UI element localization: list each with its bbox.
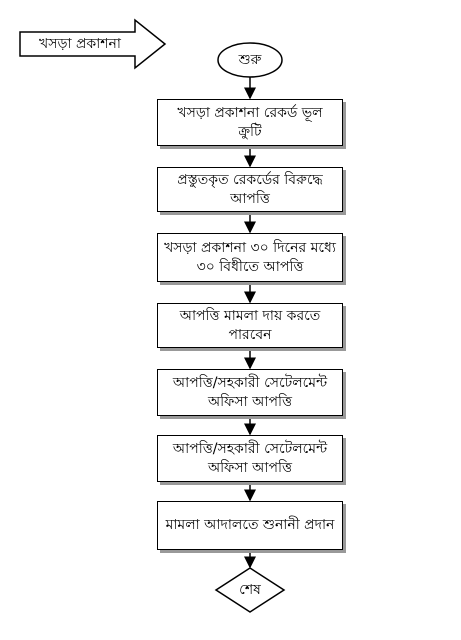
- start-label: শুরু: [238, 52, 262, 68]
- tag-label: খসড়া প্রকাশনা: [39, 36, 121, 52]
- step-box-4: [157, 303, 343, 348]
- step-label-1: খসড়া প্রকাশনা রেকর্ড ভূল ক্রুটি: [177, 104, 323, 140]
- step-label-3: খসড়া প্রকাশনা ৩০ দিনের মধ্যে ৩০ বিধীতে আপত্তি: [164, 239, 336, 275]
- step-label-2: প্রস্তুতকৃত রেকর্ডের বিরুদ্ধে আপত্তি: [177, 171, 323, 207]
- step-label-5: আপত্তি/সহকারী সেটেলমেন্ট অফিসা আপত্তি: [172, 374, 328, 410]
- step-box-2: [157, 167, 343, 212]
- step-label-4: আপত্তি মামলা দায় করতে পারবেন: [179, 307, 321, 343]
- step-box-3: [157, 233, 343, 282]
- step-box-7: [157, 501, 343, 550]
- step-box-1: [157, 99, 343, 146]
- step-label-7: মামলা আদালতে শুনানী প্রদান: [165, 517, 335, 533]
- step-box-6: [157, 435, 343, 482]
- end-label: শেষ: [239, 582, 261, 598]
- step-label-6: আপত্তি/সহকারী সেটেলমেন্ট অফিসা আপত্তি: [172, 440, 328, 476]
- step-box-5: [157, 369, 343, 416]
